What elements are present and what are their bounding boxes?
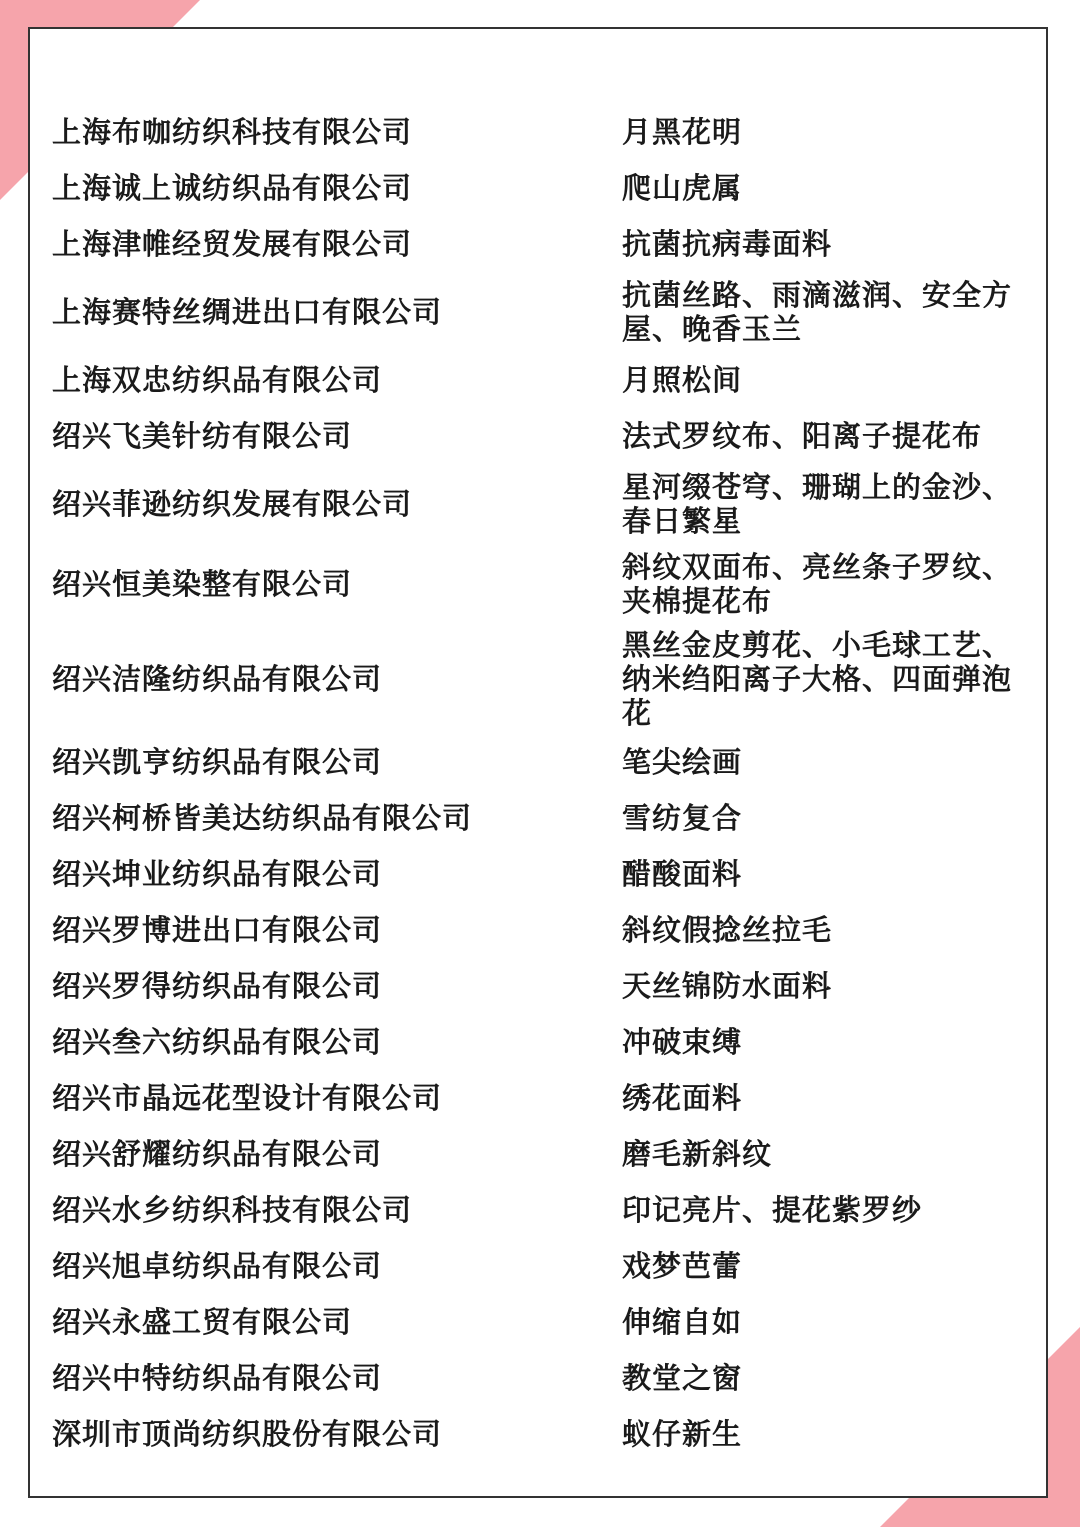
product-name: 雪纺复合 bbox=[622, 801, 743, 835]
company-name: 上海布咖纺织科技有限公司 bbox=[52, 115, 413, 149]
product-name: 抗菌抗病毒面料 bbox=[622, 227, 833, 261]
company-name: 绍兴舒耀纺织品有限公司 bbox=[52, 1137, 383, 1171]
table-row bbox=[52, 1406, 1037, 1462]
product-name: 爬山虎属 bbox=[622, 171, 743, 205]
product-name: 冲破束缚 bbox=[622, 1025, 743, 1059]
company-product-table bbox=[52, 104, 1037, 1462]
product-name: 蚁仔新生 bbox=[622, 1417, 743, 1451]
product-name: 磨毛新斜纹 bbox=[622, 1137, 773, 1171]
product-name: 笔尖绘画 bbox=[622, 745, 743, 779]
product-name: 月照松间 bbox=[622, 363, 743, 397]
table-row bbox=[52, 1350, 1037, 1406]
table-row bbox=[52, 1126, 1037, 1182]
product-name: 法式罗纹布、阳离子提花布 bbox=[622, 419, 983, 453]
table-row bbox=[52, 734, 1037, 790]
product-name: 教堂之窗 bbox=[622, 1361, 743, 1395]
company-name: 绍兴罗博进出口有限公司 bbox=[52, 913, 383, 947]
product-name: 斜纹假捻丝拉毛 bbox=[622, 913, 833, 947]
company-name: 绍兴洁隆纺织品有限公司 bbox=[52, 662, 383, 696]
table-row bbox=[52, 160, 1037, 216]
table-row bbox=[52, 408, 1037, 464]
company-name: 绍兴水乡纺织科技有限公司 bbox=[52, 1193, 413, 1227]
company-name: 绍兴永盛工贸有限公司 bbox=[52, 1305, 353, 1339]
table-row bbox=[52, 846, 1037, 902]
table-row bbox=[52, 1294, 1037, 1350]
company-name: 深圳市顶尚纺织股份有限公司 bbox=[52, 1417, 443, 1451]
table-row bbox=[52, 104, 1037, 160]
product-name: 伸缩自如 bbox=[622, 1305, 743, 1339]
company-name: 绍兴坤业纺织品有限公司 bbox=[52, 857, 383, 891]
company-name: 绍兴叁六纺织品有限公司 bbox=[52, 1025, 383, 1059]
product-name: 抗菌丝路、雨滴滋润、安全方屋、晚香玉兰 bbox=[622, 278, 1013, 346]
product-name: 黑丝金皮剪花、小毛球工艺、纳米绉阳离子大格、四面弹泡花 bbox=[622, 628, 1013, 730]
company-name: 绍兴柯桥皆美达纺织品有限公司 bbox=[52, 801, 473, 835]
table-row bbox=[52, 958, 1037, 1014]
product-name: 星河缀苍穹、珊瑚上的金沙、春日繁星 bbox=[622, 470, 1013, 538]
table-row bbox=[52, 1014, 1037, 1070]
table-row bbox=[52, 790, 1037, 846]
product-name: 斜纹双面布、亮丝条子罗纹、夹棉提花布 bbox=[622, 550, 1013, 618]
company-name: 上海赛特丝绸进出口有限公司 bbox=[52, 295, 443, 329]
table-row bbox=[52, 1238, 1037, 1294]
table-row bbox=[52, 352, 1037, 408]
company-name: 绍兴市晶远花型设计有限公司 bbox=[52, 1081, 443, 1115]
company-name: 绍兴旭卓纺织品有限公司 bbox=[52, 1249, 383, 1283]
company-name: 上海津帷经贸发展有限公司 bbox=[52, 227, 413, 261]
product-name: 醋酸面料 bbox=[622, 857, 743, 891]
product-name: 绣花面料 bbox=[622, 1081, 743, 1115]
table-row bbox=[52, 216, 1037, 272]
company-name: 上海双忠纺织品有限公司 bbox=[52, 363, 383, 397]
table-row bbox=[52, 464, 1037, 544]
product-name: 天丝锦防水面料 bbox=[622, 969, 833, 1003]
table-row bbox=[52, 1182, 1037, 1238]
table-row bbox=[52, 272, 1037, 352]
company-name: 绍兴恒美染整有限公司 bbox=[52, 567, 353, 601]
company-name: 绍兴中特纺织品有限公司 bbox=[52, 1361, 383, 1395]
table-row bbox=[52, 544, 1037, 624]
product-name: 月黑花明 bbox=[622, 115, 743, 149]
company-name: 绍兴罗得纺织品有限公司 bbox=[52, 969, 383, 1003]
company-name: 绍兴飞美针纺有限公司 bbox=[52, 419, 353, 453]
table-row bbox=[52, 1070, 1037, 1126]
table-row bbox=[52, 902, 1037, 958]
table-row bbox=[52, 624, 1037, 734]
product-name: 戏梦芭蕾 bbox=[622, 1249, 743, 1283]
company-name: 绍兴菲逊纺织发展有限公司 bbox=[52, 487, 413, 521]
product-name: 印记亮片、提花紫罗纱 bbox=[622, 1193, 923, 1227]
company-name: 上海诚上诚纺织品有限公司 bbox=[52, 171, 413, 205]
company-name: 绍兴凯亨纺织品有限公司 bbox=[52, 745, 383, 779]
